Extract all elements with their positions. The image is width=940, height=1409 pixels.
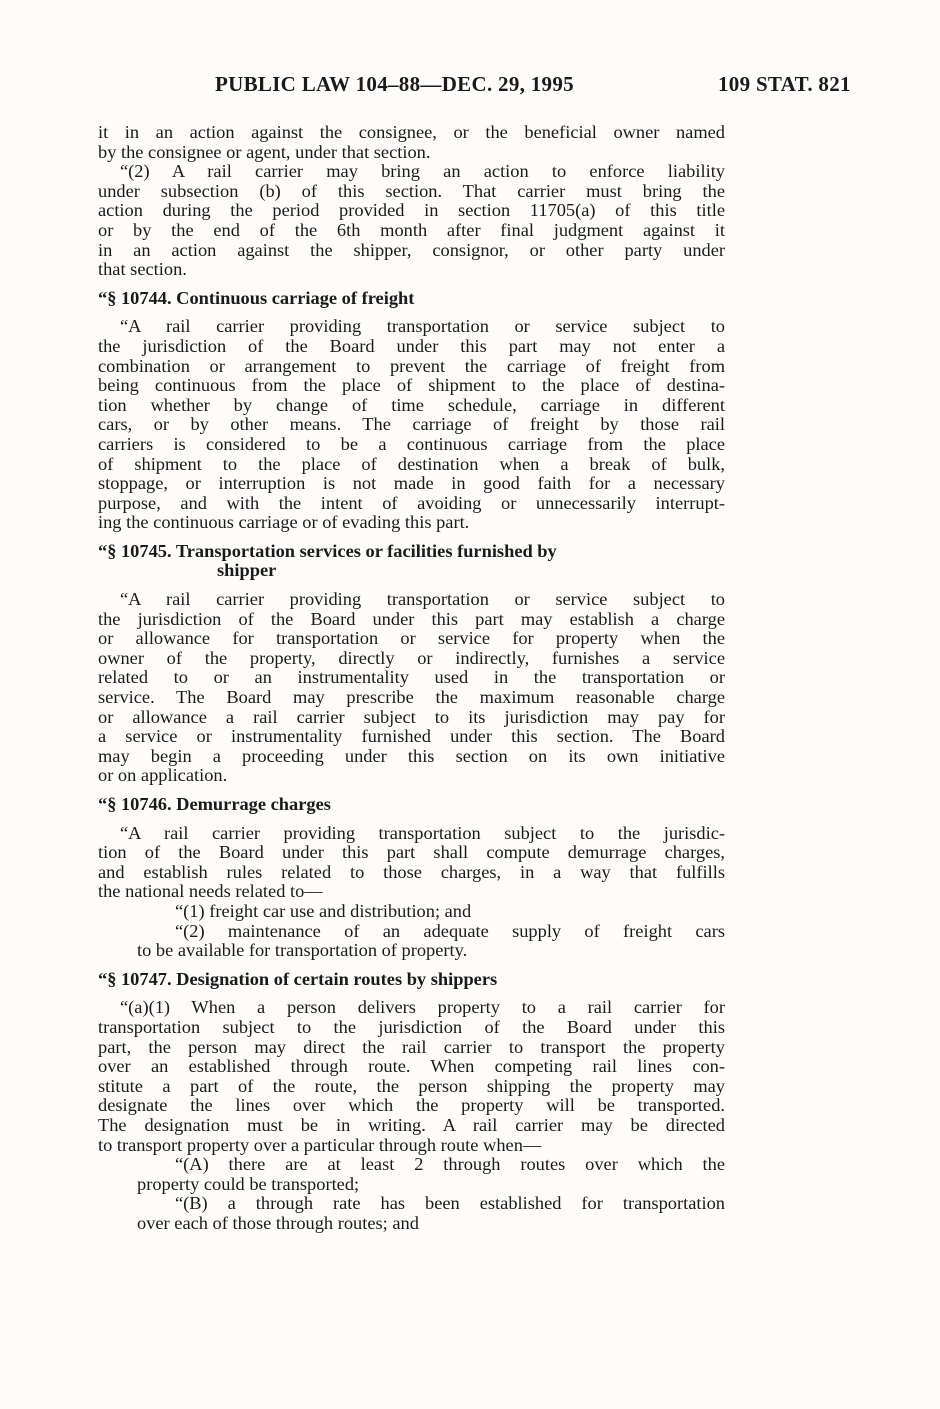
text-line: “§ 10746. Demurrage charges — [98, 794, 331, 814]
section-heading — [98, 542, 725, 581]
text-line: “(A) there are at least 2 through routes over which the — [175, 1154, 725, 1175]
section-heading — [98, 289, 725, 309]
text-line: that section. — [98, 259, 187, 280]
text-line: it in an action against the consignee, or the beneficial owner named — [98, 122, 725, 142]
text-line: combination or arrangement to prevent the carriage of freight from — [98, 355, 725, 376]
section-heading — [98, 795, 725, 815]
text-line: or allowance a rail carrier subject to its jurisdiction may pay for — [98, 706, 725, 727]
text-line: under subsection (b) of this section. That carrier must bring the — [98, 180, 725, 201]
text-line: a service or instrumentality furnished under this section. The Board — [98, 726, 725, 747]
text-line: “A rail carrier providing transportation or service subject to — [120, 589, 725, 610]
text-line: stitute a part of the route, the person shipping the property may — [98, 1075, 725, 1096]
text-line: owner of the property, directly or indirectly, furnishes a service — [98, 647, 725, 668]
text-line: ing the continuous carriage or of evading this part. — [98, 512, 470, 533]
list-item — [98, 922, 725, 961]
text-line: in an action against the shipper, consignor, or other party under — [98, 239, 725, 260]
text-line: and establish rules related to those charges, in a way that fulfills — [98, 861, 725, 882]
text-line: “A rail carrier providing transportation or service subject to — [120, 316, 725, 337]
list-item — [98, 902, 725, 922]
text-line: “(2) A rail carrier may bring an action to enforce liability — [120, 161, 725, 182]
text-line: the jurisdiction of the Board under this part may not enter a — [98, 335, 725, 356]
document-body — [98, 123, 725, 1233]
text-line: of shipment to the place of destination when a break of bulk, — [98, 453, 725, 474]
text-line: property could be transported; — [137, 1173, 360, 1194]
text-line: cars, or by other means. The carriage of freight by those rail — [98, 414, 725, 435]
text-line: the jurisdiction of the Board under this part may establish a charge — [98, 608, 725, 629]
text-line: designate the lines over which the property will be transported. — [98, 1095, 725, 1116]
text-line: “(2) maintenance of an adequate supply of freight cars — [175, 920, 725, 941]
text-line: purpose, and with the intent of avoiding or unnecessarily interrupt- — [98, 492, 725, 513]
text-line: “(1) freight car use and distribution; and — [175, 900, 472, 921]
text-line: shipper — [217, 560, 277, 581]
text-line: tion of the Board under this part shall compute demurrage charges, — [98, 842, 725, 863]
section-heading — [98, 970, 725, 990]
text-line: being continuous from the place of shipment to the place of destina- — [98, 375, 725, 396]
text-line: or on application. — [98, 765, 228, 786]
text-line: “A rail carrier providing transportation subject to the jurisdic- — [120, 822, 725, 843]
text-line: or allowance for transportation or service for property when the — [98, 628, 725, 649]
paragraph — [98, 824, 725, 902]
text-line: service. The Board may prescribe the maximum reasonable charge — [98, 687, 725, 708]
text-line: The designation must be in writing. A rail carrier may be directed — [98, 1114, 725, 1135]
list-item — [98, 1155, 725, 1194]
paragraph — [98, 998, 725, 1155]
text-line: “(B) a through rate has been established for transportation — [175, 1193, 725, 1214]
text-line: tion whether by change of time schedule, carriage in different — [98, 394, 725, 415]
text-line: “§ 10744. Continuous carriage of freight — [98, 287, 415, 308]
text-line: to transport property over a particular through route when— — [98, 1134, 542, 1155]
text-line: or by the end of the 6th month after final judgment against it — [98, 219, 725, 240]
text-line: to be available for transportation of property. — [137, 940, 468, 961]
text-line: action during the period provided in section 11705(a) of this title — [98, 200, 725, 221]
page-stat-number: 109 STAT. 821 — [718, 72, 851, 96]
text-line: “(a)(1) When a person delivers property to a rail carrier for — [120, 997, 725, 1018]
running-header-title: PUBLIC LAW 104–88—DEC. 29, 1995 — [215, 72, 574, 96]
text-line: “§ 10747. Designation of certain routes by shippers — [98, 968, 498, 989]
list-item — [98, 1194, 725, 1233]
paragraph — [98, 317, 725, 533]
paragraph — [98, 590, 725, 786]
text-line: over an established through route. When competing rail lines con- — [98, 1056, 725, 1077]
text-line: by the consignee or agent, under that section. — [98, 141, 431, 162]
text-line: stoppage, or interruption is not made in good faith for a necessary — [98, 473, 725, 494]
text-line: may begin a proceeding under this section on its own initiative — [98, 745, 725, 766]
text-line: over each of those through routes; and — [137, 1212, 419, 1233]
paragraph — [98, 123, 725, 162]
text-line: the national needs related to— — [98, 881, 323, 902]
text-line: carriers is considered to be a continuous carriage from the place — [98, 433, 725, 454]
text-line: part, the person may direct the rail carrier to transport the property — [98, 1036, 725, 1057]
text-line: transportation subject to the jurisdiction of the Board under this — [98, 1016, 725, 1037]
text-line: “§ 10745. Transportation services or facilities furnished by — [98, 540, 557, 561]
text-line: related to or an instrumentality used in the transportation or — [98, 667, 725, 688]
paragraph — [98, 162, 725, 280]
